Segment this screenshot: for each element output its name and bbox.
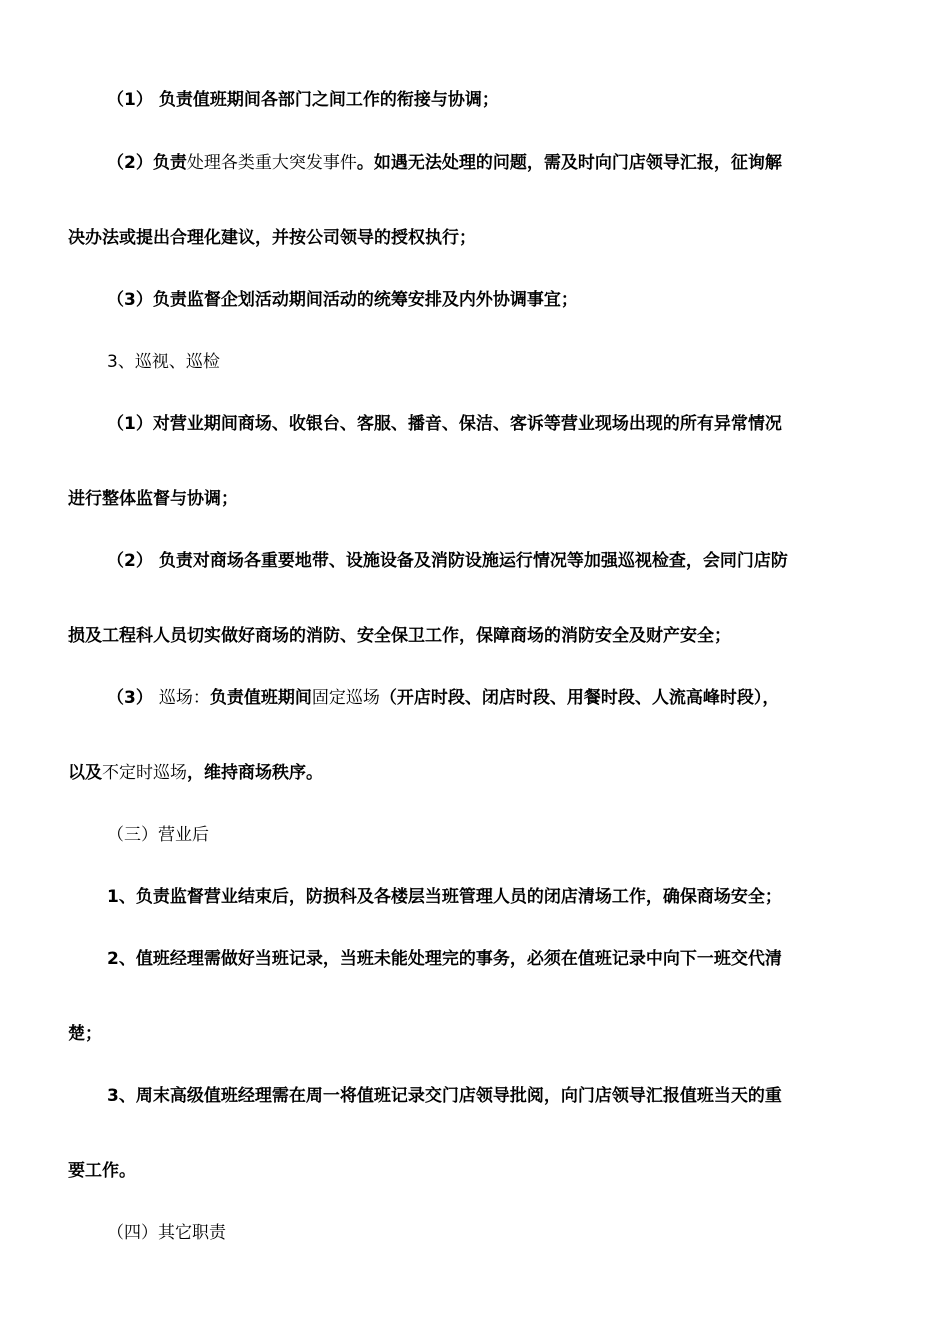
text-segment: （三）营业后: [107, 825, 209, 845]
section-heading-after-hours: [107, 823, 927, 847]
text-segment: 3、巡视、巡检: [107, 352, 220, 372]
paragraph-line-10: [107, 686, 927, 710]
paragraph-line-6: [107, 412, 927, 436]
text-segment: 负责对商场各重要地带、设施设备及消防设施运行情况等加强巡视检查，会同门店防: [158, 551, 788, 571]
text-segment: 3、周末高级值班经理需在周一将值班记录交门店领导批阅，向门店领导汇报值班当天的重: [107, 1086, 782, 1106]
text-segment: 以及: [68, 763, 102, 783]
text-segment: ，维持商场秩序。: [187, 763, 323, 783]
paragraph-line-8: [107, 549, 927, 573]
item-number: （3）: [107, 688, 153, 708]
paragraph-line-9: [68, 624, 888, 648]
text-segment: 负责值班期间各部门之间工作的衔接与协调；: [158, 90, 499, 110]
paragraph-line-13: [107, 885, 927, 909]
text-segment: 要工作。: [68, 1161, 136, 1181]
text-segment: 不定时巡场: [102, 763, 187, 783]
text-segment: 1、负责监督营业结束后，防损科及各楼层当班管理人员的闭店清场工作，确保商场安全；: [107, 887, 782, 907]
text-segment: （开店时段、闭店时段、用餐时段、人流高峰时段），: [379, 688, 780, 708]
paragraph-line-17: [68, 1159, 888, 1183]
text-segment: 固定巡场: [311, 688, 380, 708]
text-segment: 损及工程科人员切实做好商场的消防、安全保卫工作，保障商场的消防安全及财产安全；: [68, 626, 731, 646]
text-segment: 进行整体监督与协调；: [68, 489, 238, 509]
text-segment: 巡场：: [158, 688, 210, 708]
paragraph-line-14: [107, 947, 927, 971]
text-segment: 2、值班经理需做好当班记录，当班未能处理完的事务，必须在值班记录中向下一班交代清: [107, 949, 782, 969]
text-segment: 。如遇无法处理的问题，需及时向门店领导汇报，征询解: [356, 153, 782, 173]
text-segment: （1）对营业期间商场、收银台、客服、播音、保洁、客诉等营业现场出现的所有异常情况: [107, 414, 782, 434]
text-segment: （四）其它职责: [107, 1223, 226, 1243]
paragraph-line-15: [68, 1022, 888, 1046]
paragraph-line-1: [107, 88, 927, 112]
text-segment: （2）负责: [107, 153, 187, 173]
text-segment: 负责值班期间: [209, 688, 312, 708]
text-segment: 决办法或提出合理化建议，并按公司领导的授权执行；: [68, 228, 476, 248]
text-segment: 处理各类重大突发事件: [186, 153, 357, 173]
paragraph-line-7: [68, 487, 888, 511]
text-segment: 楚；: [68, 1024, 102, 1044]
paragraph-line-11: [68, 761, 888, 785]
text-segment: （3）负责监督企划活动期间活动的统筹安排及内外协调事宜；: [107, 290, 578, 310]
paragraph-line-3: [68, 226, 888, 250]
paragraph-line-4: [107, 288, 927, 312]
section-heading-patrol: [107, 350, 927, 374]
item-number: （2）: [107, 551, 153, 571]
paragraph-line-2: [107, 151, 927, 175]
item-number: （1）: [107, 90, 153, 110]
paragraph-line-16: [107, 1084, 927, 1108]
section-heading-other-duties: [107, 1221, 927, 1245]
